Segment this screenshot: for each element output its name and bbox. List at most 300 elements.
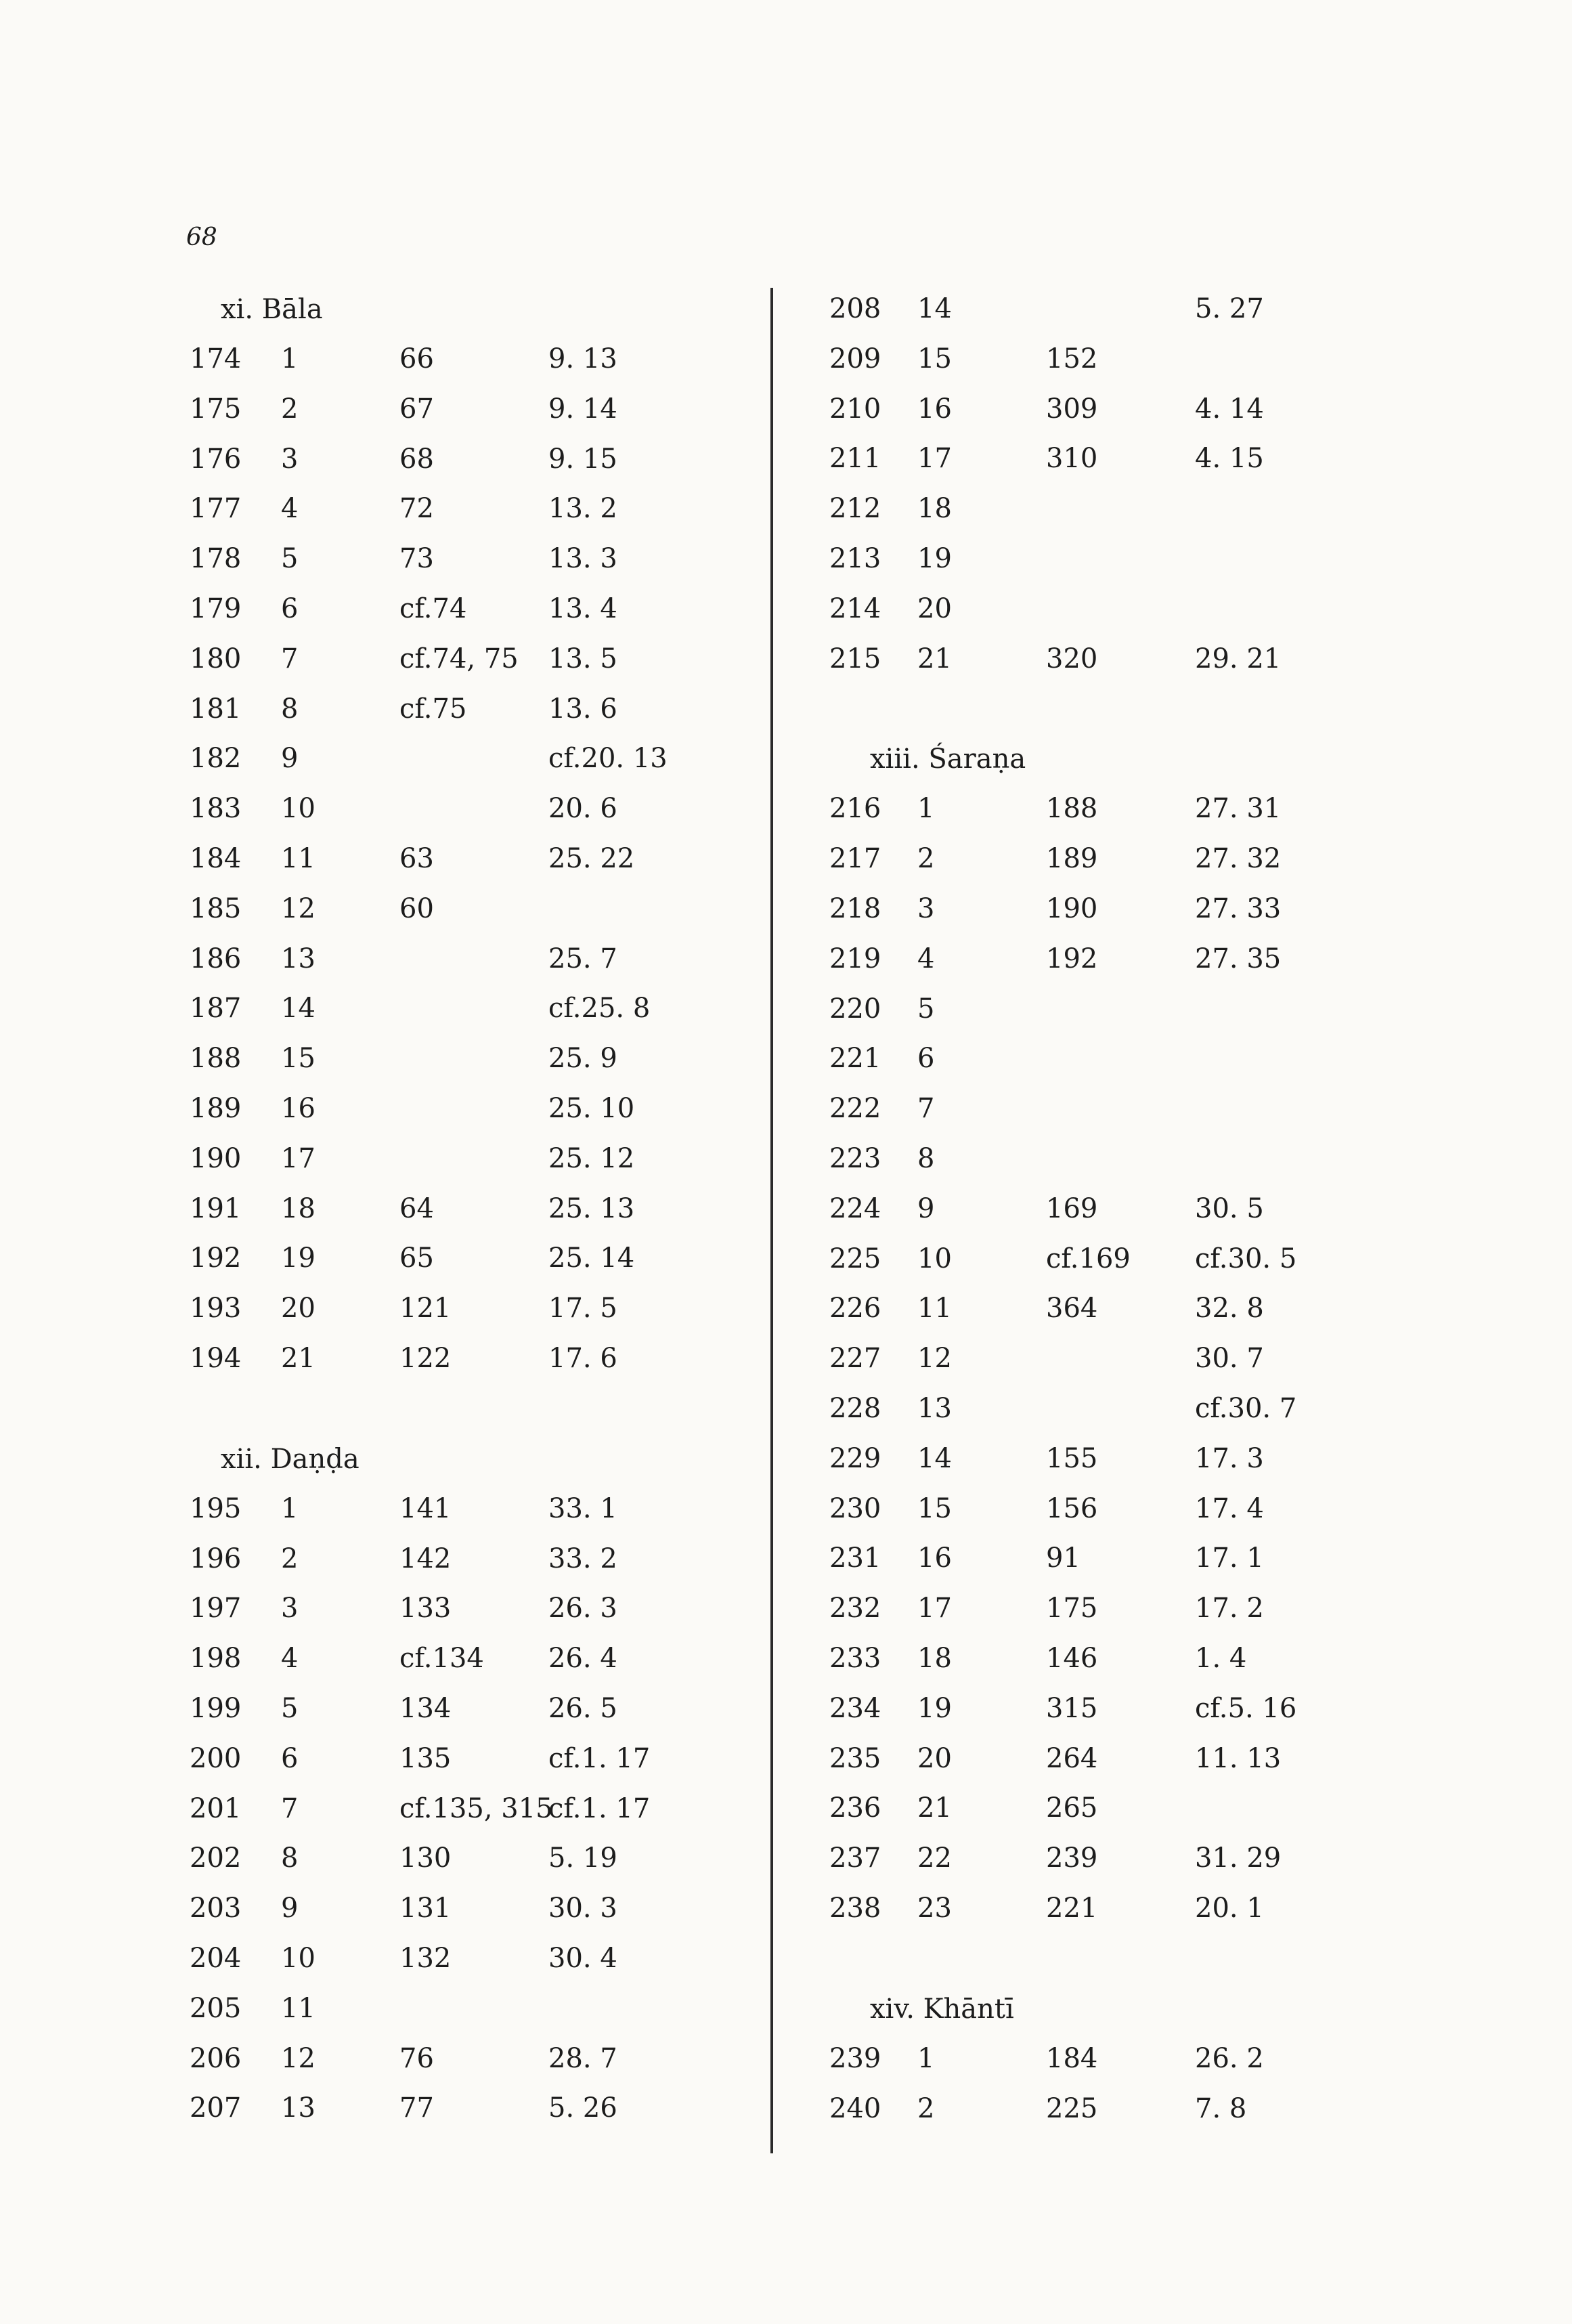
section-gap <box>829 1934 1357 1984</box>
table-cell: 2 <box>917 2092 935 2124</box>
right-column <box>829 284 1357 2134</box>
table-cell: 3 <box>281 1593 299 1624</box>
table-cell: 27. 31 <box>1195 793 1282 825</box>
table-cell: 8 <box>281 693 299 725</box>
table-cell: 152 <box>1046 343 1098 374</box>
table-cell: 76 <box>399 2042 434 2074</box>
table-cell <box>399 984 548 1034</box>
table-cell: 1 <box>917 793 935 825</box>
table-cell <box>1195 584 1344 634</box>
table-cell: 18 <box>281 1192 315 1224</box>
table-cell <box>1046 1334 1195 1384</box>
table-row <box>829 784 1357 834</box>
table-cell: 4. 15 <box>1195 443 1264 475</box>
table-row <box>190 734 772 784</box>
table-cell: 30. 4 <box>548 1942 617 1974</box>
table-cell: 220 <box>829 993 881 1025</box>
table-cell: 9. 14 <box>548 393 617 425</box>
table-cell <box>399 784 548 834</box>
table-row <box>829 1134 1357 1184</box>
table-cell <box>1195 484 1344 534</box>
table-cell: 188 <box>190 1043 242 1075</box>
table-cell: 73 <box>399 543 434 575</box>
table-row <box>829 534 1357 584</box>
table-cell: 132 <box>399 1942 452 1974</box>
table-cell: 234 <box>829 1692 881 1724</box>
table-cell: 6 <box>281 1742 299 1774</box>
table-cell: 6 <box>281 593 299 624</box>
table-cell: 222 <box>829 1093 881 1125</box>
table-cell: 13. 4 <box>548 593 617 624</box>
table-cell: 184 <box>190 842 242 874</box>
table-cell <box>1046 1134 1195 1184</box>
table-cell: 13. 5 <box>548 643 617 674</box>
table-cell: 16 <box>281 1092 315 1124</box>
table-cell <box>1195 335 1344 385</box>
table-row <box>190 1834 772 1884</box>
table-cell: cf.1. 17 <box>548 1792 651 1824</box>
table-cell <box>1195 1134 1344 1184</box>
table-cell: 33. 1 <box>548 1492 617 1524</box>
table-cell: 189 <box>190 1092 242 1124</box>
table-cell: 72 <box>399 493 434 525</box>
table-cell: 228 <box>829 1392 881 1424</box>
table-row <box>829 1884 1357 1934</box>
table-row <box>829 1484 1357 1534</box>
table-row <box>190 1034 772 1084</box>
table-cell: 156 <box>1046 1492 1098 1524</box>
table-row <box>829 1734 1357 1784</box>
table-cell <box>399 1084 548 1134</box>
table-cell <box>1046 484 1195 534</box>
table-cell: 204 <box>190 1942 242 1974</box>
table-cell: 30. 3 <box>548 1893 617 1924</box>
table-cell: 17 <box>917 443 952 475</box>
table-cell: 9. 13 <box>548 343 617 374</box>
table-row <box>190 1634 772 1684</box>
table-cell: 20. 1 <box>1195 1892 1264 1924</box>
table-cell: 9 <box>917 1192 935 1224</box>
table-cell: 4 <box>281 1643 299 1675</box>
table-cell: 9. 15 <box>548 443 617 475</box>
table-cell: 12 <box>917 1343 952 1375</box>
table-cell: 211 <box>829 443 881 475</box>
table-cell: 221 <box>829 1043 881 1075</box>
table-cell: 320 <box>1046 643 1098 674</box>
table-cell: 13. 6 <box>548 693 617 725</box>
table-row <box>190 534 772 584</box>
table-row <box>190 1234 772 1284</box>
section-title: xi. Bāla <box>221 294 323 325</box>
table-cell: cf.169 <box>1046 1243 1131 1274</box>
table-cell: 11 <box>917 1293 952 1325</box>
table-cell <box>1046 985 1195 1035</box>
table-row <box>190 2034 772 2084</box>
table-cell: 19 <box>917 542 952 574</box>
table-cell <box>1195 534 1344 584</box>
table-row <box>829 2034 1357 2084</box>
table-cell: 7 <box>917 1093 935 1125</box>
table-cell: 17. 1 <box>1195 1543 1264 1574</box>
table-row <box>829 1584 1357 1634</box>
table-cell: 196 <box>190 1543 242 1574</box>
table-cell: 91 <box>1046 1543 1080 1574</box>
table-cell <box>399 1034 548 1084</box>
table-cell: 185 <box>190 892 242 924</box>
table-cell: 6 <box>917 1043 935 1075</box>
table-cell: cf.1. 17 <box>548 1742 651 1774</box>
table-cell: 1. 4 <box>1195 1642 1247 1674</box>
table-cell: 25. 9 <box>548 1043 617 1075</box>
table-cell: 141 <box>399 1492 452 1524</box>
table-row <box>190 884 772 934</box>
table-cell: 17. 4 <box>1195 1492 1264 1524</box>
table-cell <box>399 1984 548 2034</box>
table-cell: 224 <box>829 1192 881 1224</box>
table-cell: 4 <box>281 493 299 525</box>
table-cell: 7 <box>281 643 299 674</box>
table-row <box>190 1484 772 1534</box>
table-cell: 11 <box>281 842 315 874</box>
table-cell: 169 <box>1046 1192 1098 1224</box>
table-cell: 146 <box>1046 1642 1098 1674</box>
table-row <box>829 634 1357 685</box>
table-cell: 265 <box>1046 1792 1098 1824</box>
table-row <box>190 784 772 834</box>
table-cell: 23 <box>917 1892 952 1924</box>
table-row <box>829 1334 1357 1384</box>
table-cell: 25. 14 <box>548 1243 635 1274</box>
table-cell: 22 <box>917 1843 952 1874</box>
table-cell: 2 <box>281 1543 299 1574</box>
table-cell: 181 <box>190 693 242 725</box>
table-cell: 28. 7 <box>548 2042 617 2074</box>
table-cell: 67 <box>399 393 434 425</box>
table-cell: 215 <box>829 643 881 674</box>
table-cell: 20. 6 <box>548 793 617 825</box>
table-cell: 27. 35 <box>1195 943 1282 974</box>
table-row <box>190 484 772 534</box>
section-gap <box>829 684 1357 734</box>
table-cell <box>1195 1784 1344 1834</box>
table-cell: 13. 2 <box>548 493 617 525</box>
table-cell <box>1046 584 1195 634</box>
table-cell: 209 <box>829 343 881 374</box>
table-row <box>190 385 772 435</box>
table-row <box>190 834 772 884</box>
table-cell: 65 <box>399 1243 434 1274</box>
table-cell: 225 <box>1046 2092 1098 2124</box>
table-cell: 134 <box>399 1692 452 1724</box>
table-cell: 2 <box>917 843 935 875</box>
table-cell: 191 <box>190 1192 242 1224</box>
table-row <box>190 634 772 685</box>
table-cell: 155 <box>1046 1442 1098 1474</box>
table-cell: 20 <box>917 1742 952 1774</box>
table-row <box>829 1084 1357 1134</box>
table-cell: 182 <box>190 743 242 775</box>
table-cell: 21 <box>917 643 952 674</box>
table-cell: 5 <box>917 993 935 1025</box>
table-cell: 13 <box>917 1392 952 1424</box>
table-cell: 10 <box>281 793 315 825</box>
table-cell: 184 <box>1046 2042 1098 2074</box>
table-row <box>829 1234 1357 1285</box>
table-row <box>190 1534 772 1585</box>
table-cell: 219 <box>829 943 881 974</box>
table-cell: 9 <box>281 743 299 775</box>
table-cell <box>399 734 548 784</box>
table-cell: 12 <box>281 892 315 924</box>
table-cell: 239 <box>1046 1843 1098 1874</box>
table-cell: 5. 27 <box>1195 293 1264 324</box>
table-cell: cf.135, 315 <box>399 1792 553 1824</box>
table-cell: 14 <box>917 1442 952 1474</box>
table-cell: 13. 3 <box>548 543 617 575</box>
table-cell: 192 <box>1046 943 1098 974</box>
table-cell: 18 <box>917 1642 952 1674</box>
table-row <box>190 1184 772 1234</box>
table-row <box>190 1984 772 2034</box>
table-cell: 130 <box>399 1843 452 1874</box>
table-cell <box>1195 985 1344 1035</box>
table-cell: 122 <box>399 1342 452 1374</box>
table-cell: 200 <box>190 1742 242 1774</box>
table-cell: 193 <box>190 1293 242 1325</box>
table-cell <box>399 1134 548 1184</box>
table-cell: 17. 6 <box>548 1342 617 1374</box>
table-cell: 33. 2 <box>548 1543 617 1574</box>
table-cell: 68 <box>399 443 434 475</box>
table-cell: 175 <box>190 393 242 425</box>
table-cell: 8 <box>281 1843 299 1874</box>
table-cell: 201 <box>190 1792 242 1824</box>
table-cell: 240 <box>829 2092 881 2124</box>
table-cell: 26. 5 <box>548 1692 617 1724</box>
table-cell: 12 <box>281 2042 315 2074</box>
table-cell: 203 <box>190 1893 242 1924</box>
table-cell: 1 <box>281 343 299 374</box>
table-row <box>829 1384 1357 1434</box>
table-cell: 237 <box>829 1843 881 1874</box>
table-cell: 21 <box>281 1342 315 1374</box>
table-row <box>829 1534 1357 1584</box>
table-cell: 27. 33 <box>1195 892 1282 924</box>
table-row <box>190 934 772 985</box>
table-cell: 8 <box>917 1142 935 1174</box>
table-cell: 179 <box>190 593 242 624</box>
table-cell: 121 <box>399 1293 452 1325</box>
table-cell: cf.74 <box>399 593 467 624</box>
table-cell: 231 <box>829 1543 881 1574</box>
table-cell: 225 <box>829 1243 881 1274</box>
table-cell: 195 <box>190 1492 242 1524</box>
table-cell: 15 <box>917 1492 952 1524</box>
table-row <box>829 1034 1357 1084</box>
table-cell: 13 <box>281 943 315 974</box>
table-cell: 238 <box>829 1892 881 1924</box>
table-cell: 30. 5 <box>1195 1192 1264 1224</box>
table-cell: 17. 2 <box>1195 1593 1264 1624</box>
table-cell <box>1195 1034 1344 1084</box>
table-row <box>190 685 772 735</box>
table-row <box>829 335 1357 385</box>
table-cell: 20 <box>281 1293 315 1325</box>
table-row <box>190 1334 772 1384</box>
table-cell: 221 <box>1046 1892 1098 1924</box>
table-row <box>829 484 1357 534</box>
table-cell: 223 <box>829 1142 881 1174</box>
table-cell: 2 <box>281 393 299 425</box>
table-cell: 176 <box>190 443 242 475</box>
table-cell: 180 <box>190 643 242 674</box>
table-cell: 17 <box>281 1142 315 1174</box>
table-cell: 192 <box>190 1243 242 1274</box>
table-cell: 31. 29 <box>1195 1843 1282 1874</box>
table-cell: 11. 13 <box>1195 1742 1282 1774</box>
table-cell: 174 <box>190 343 242 374</box>
table-cell <box>399 934 548 985</box>
column-divider <box>770 288 773 2153</box>
table-cell: 25. 10 <box>548 1092 635 1124</box>
table-row <box>190 435 772 485</box>
table-cell: 4. 14 <box>1195 393 1264 425</box>
table-cell: 19 <box>917 1692 952 1724</box>
table-row <box>190 1284 772 1334</box>
table-cell: 212 <box>829 493 881 525</box>
table-cell: 1 <box>281 1492 299 1524</box>
table-cell: 25. 22 <box>548 842 635 874</box>
table-cell: 214 <box>829 593 881 624</box>
table-cell: 7. 8 <box>1195 2092 1247 2124</box>
table-cell: 60 <box>399 892 434 924</box>
table-row <box>829 934 1357 985</box>
table-cell: 239 <box>829 2042 881 2074</box>
table-row <box>190 584 772 634</box>
table-row <box>829 584 1357 634</box>
page-number: 68 <box>186 223 217 251</box>
table-cell: 213 <box>829 542 881 574</box>
table-cell: 133 <box>399 1593 452 1624</box>
table-cell: 208 <box>829 293 881 324</box>
table-row <box>829 2084 1357 2134</box>
table-cell: cf.75 <box>399 693 467 725</box>
table-cell: 32. 8 <box>1195 1293 1264 1325</box>
table-cell: 188 <box>1046 793 1098 825</box>
table-cell: 16 <box>917 393 952 425</box>
table-row <box>190 1734 772 1784</box>
table-cell: 226 <box>829 1293 881 1325</box>
table-row <box>190 2084 772 2134</box>
table-cell: 177 <box>190 493 242 525</box>
table-cell: 217 <box>829 843 881 875</box>
table-cell: 310 <box>1046 443 1098 475</box>
table-row <box>829 985 1357 1035</box>
table-cell: 27. 32 <box>1195 843 1282 875</box>
table-cell <box>1046 1084 1195 1134</box>
table-row <box>829 884 1357 934</box>
table-cell: 190 <box>1046 892 1098 924</box>
table-cell: 309 <box>1046 393 1098 425</box>
table-row <box>829 1284 1357 1334</box>
table-cell: 21 <box>917 1792 952 1824</box>
table-row <box>190 1884 772 1934</box>
table-cell: 15 <box>281 1043 315 1075</box>
table-cell <box>548 1984 697 2034</box>
table-cell: 5. 26 <box>548 2092 617 2124</box>
table-cell: cf.30. 7 <box>1195 1392 1297 1424</box>
table-cell: 19 <box>281 1243 315 1274</box>
table-row <box>829 834 1357 884</box>
table-cell: 194 <box>190 1342 242 1374</box>
section-title: xiv. Khāntī <box>870 1993 1014 2025</box>
table-cell: 26. 3 <box>548 1593 617 1624</box>
table-cell: 227 <box>829 1343 881 1375</box>
table-row <box>190 984 772 1034</box>
table-cell: 187 <box>190 993 242 1025</box>
table-row <box>190 1784 772 1834</box>
table-cell: 186 <box>190 943 242 974</box>
table-row <box>829 1434 1357 1484</box>
table-cell: 10 <box>281 1942 315 1974</box>
table-cell: 315 <box>1046 1692 1098 1724</box>
table-cell: 15 <box>917 343 952 374</box>
table-cell: 13 <box>281 2092 315 2124</box>
table-cell: 232 <box>829 1593 881 1624</box>
table-cell: 190 <box>190 1142 242 1174</box>
table-cell: 189 <box>1046 843 1098 875</box>
table-cell <box>1195 1084 1344 1134</box>
table-cell: 14 <box>281 993 315 1025</box>
table-cell: 64 <box>399 1192 434 1224</box>
table-cell: 77 <box>399 2092 434 2124</box>
table-cell <box>1046 1034 1195 1084</box>
section-gap <box>190 1384 772 1434</box>
table-cell: 233 <box>829 1642 881 1674</box>
table-cell: 5 <box>281 1692 299 1724</box>
table-cell: 202 <box>190 1843 242 1874</box>
table-cell: cf.74, 75 <box>399 643 519 674</box>
table-row <box>829 1634 1357 1684</box>
table-cell: cf.5. 16 <box>1195 1692 1297 1724</box>
table-cell: 235 <box>829 1742 881 1774</box>
table-row <box>829 1784 1357 1834</box>
table-cell: 364 <box>1046 1293 1098 1325</box>
table-cell: cf.134 <box>399 1643 484 1675</box>
table-row <box>190 1684 772 1734</box>
table-cell: 17. 3 <box>1195 1442 1264 1474</box>
table-cell: 5 <box>281 543 299 575</box>
table-cell: 207 <box>190 2092 242 2124</box>
table-cell: 216 <box>829 793 881 825</box>
table-cell <box>548 884 697 934</box>
table-cell: 229 <box>829 1442 881 1474</box>
table-cell: 210 <box>829 393 881 425</box>
table-cell: 26. 4 <box>548 1643 617 1675</box>
table-cell: 142 <box>399 1543 452 1574</box>
table-row <box>190 1084 772 1134</box>
section-title: xiii. Śaraṇa <box>870 744 1026 775</box>
table-cell: 236 <box>829 1792 881 1824</box>
table-row <box>829 434 1357 484</box>
table-row <box>190 1934 772 1984</box>
table-cell: 30. 7 <box>1195 1343 1264 1375</box>
table-cell: 264 <box>1046 1742 1098 1774</box>
table-cell: 3 <box>281 443 299 475</box>
table-row <box>190 1134 772 1184</box>
table-cell <box>1046 1384 1195 1434</box>
table-cell: 17. 5 <box>548 1293 617 1325</box>
